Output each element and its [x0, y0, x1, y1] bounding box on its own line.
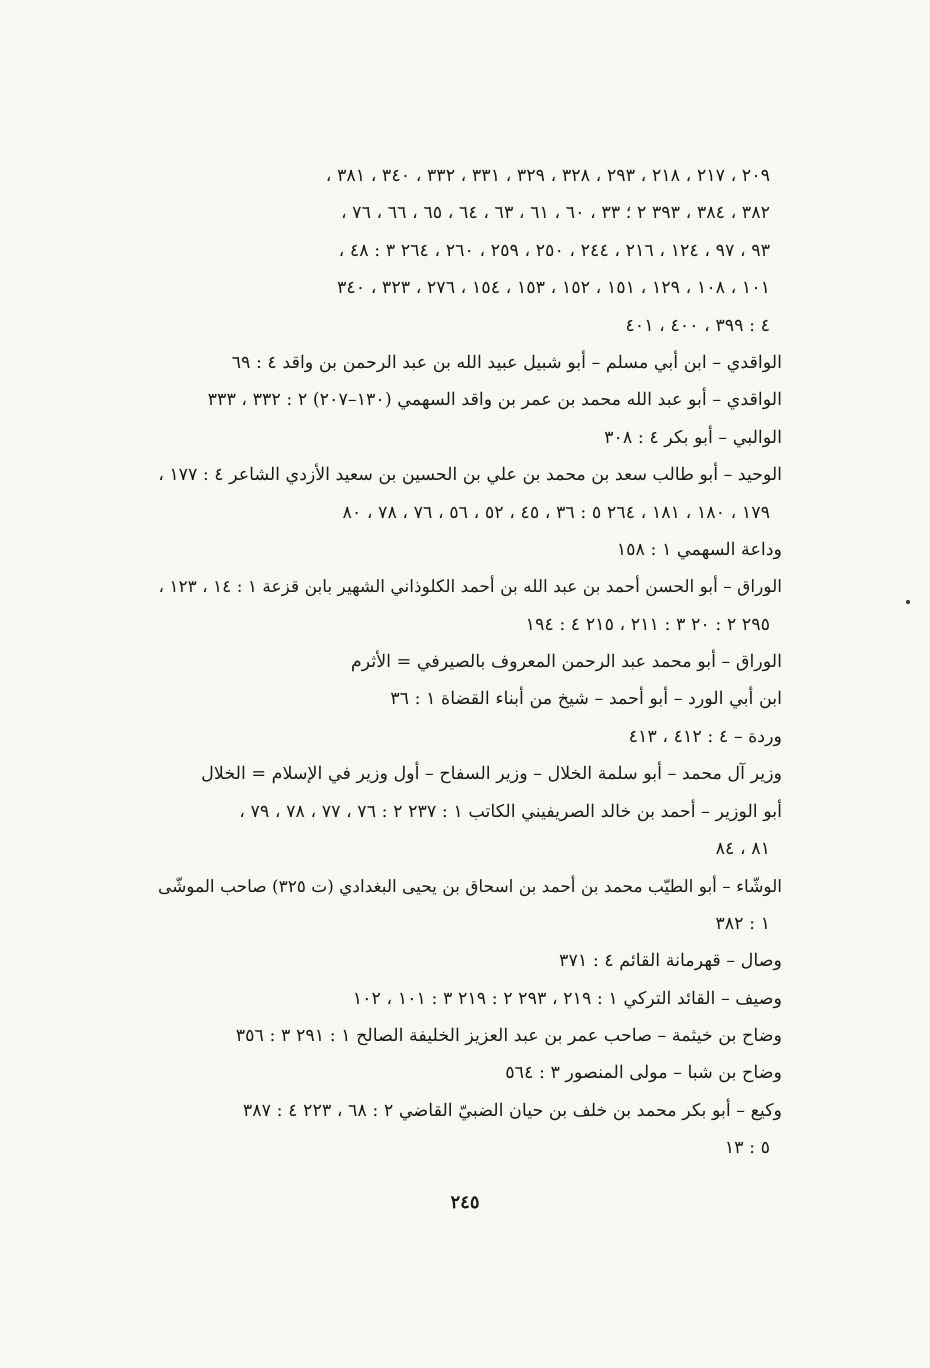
- index-entry-line: الواقدي – ابن أبي مسلم – أبو شبيل عبيد الله بن عبد الرحمن بن واقد ٤ : ٦٩: [231, 352, 782, 373]
- index-continuation-line: ١٧٩ ، ١٨٠ ، ١٨١ ، ٢٦٤ ٥ : ٣٦ ، ٤٥ ، ٥٢ ، ٥٦ ، ٧٦ ، ٧٨ ، ٨٠: [342, 502, 770, 523]
- index-text-block: [157, 158, 782, 1168]
- index-entry-line: ابن أبي الورد – أبو أحمد – شيخ من أبناء القضاة ١ : ٣٦: [390, 689, 782, 710]
- index-entry-line: وردة – ٤ : ٤١٢ ، ٤١٣: [628, 726, 782, 747]
- index-entry-line: الوحيد – أبو طالب سعد بن محمد بن علي بن الحسين بن سعيد الأزدي الشاعر ٤ : ١٧٧ ،: [158, 465, 782, 486]
- index-entry-line: الواقدي – أبو عبد الله محمد بن عمر بن واقد السهمي (١٣٠–٢٠٧) ٢ : ٣٣٢ ، ٣٣٣: [207, 390, 782, 411]
- index-entry-line: وضاح بن شبا – مولى المنصور ٣ : ٥٦٤: [505, 1063, 782, 1084]
- page-speck: [906, 600, 910, 604]
- index-entry-line: وداعة السهمي ١ : ١٥٨: [616, 539, 782, 560]
- index-entry-line: الوراق – أبو الحسن أحمد بن عبد الله بن أحمد الكلوذاني الشهير بابن قزعة ١ : ١٤ ، ١٢٣ ،: [158, 577, 782, 598]
- index-entry-line: الوراق – أبو محمد عبد الرحمن المعروف بالصيرفي = الأثرم: [350, 652, 782, 673]
- index-continuation-line: ١ : ٣٨٢: [715, 913, 770, 934]
- index-continuation-line: ٣٨٢ ، ٣٨٤ ، ٣٩٣ ٢ ؛ ٣٣ ، ٦٠ ، ٦١ ، ٦٣ ، ٦٤ ، ٦٥ ، ٦٦ ، ٧٦ ،: [340, 203, 770, 224]
- index-entry-line: الوالبي – أبو بكر ٤ : ٣٠٨: [604, 427, 782, 448]
- index-continuation-line: ٩٣ ، ٩٧ ، ١٢٤ ، ٢١٦ ، ٢٤٤ ، ٢٥٠ ، ٢٥٩ ، ٢٦٠ ، ٢٦٤ ٣ : ٤٨ ،: [338, 240, 770, 261]
- page-number: ٢٤٥: [450, 1192, 480, 1213]
- index-entry-line: وصيف – القائد التركي ١ : ٢١٩ ، ٢٩٣ ٢ : ٢١٩ ٣ : ١٠١ ، ١٠٢: [352, 988, 782, 1009]
- index-continuation-line: ٢٩٥ ٢ : ٢٠ ٣ : ٢١١ ، ٢١٥ ٤ : ١٩٤: [525, 614, 770, 635]
- index-continuation-line: ٥ : ١٣: [724, 1138, 770, 1159]
- index-entry-line: أبو الوزير – أحمد بن خالد الصريفيني الكاتب ١ : ٢٣٧ ٢ : ٧٦ ، ٧٧ ، ٧٨ ، ٧٩ ،: [239, 801, 782, 822]
- index-entry-line: وزير آل محمد – أبو سلمة الخلال – وزير السفاح – أول وزير في الإسلام = الخلال: [201, 764, 782, 785]
- index-continuation-line: ٢٠٩ ، ٢١٧ ، ٢١٨ ، ٢٩٣ ، ٣٢٨ ، ٣٢٩ ، ٣٣١ ، ٣٣٢ ، ٣٤٠ ، ٣٨١ ،: [325, 166, 770, 186]
- index-entry-line: وضاح بن خيثمة – صاحب عمر بن عبد العزيز الخليفة الصالح ١ : ٢٩١ ٣ : ٣٥٦: [235, 1025, 782, 1046]
- index-entry-line: وكيع – أبو بكر محمد بن خلف بن حيان الضبيّ القاضي ٢ : ٦٨ ، ٢٢٣ ٤ : ٣٨٧: [242, 1100, 782, 1121]
- index-continuation-line: ١٠١ ، ١٠٨ ، ١٢٩ ، ١٥١ ، ١٥٢ ، ١٥٣ ، ١٥٤ ، ٢٧٦ ، ٣٢٣ ، ٣٤٠: [336, 278, 770, 299]
- index-entry-line: الوشّاء – أبو الطيّب محمد بن أحمد بن اسحاق بن يحيى البغدادي (ت ٣٢٥) صاحب الموشّى: [157, 876, 782, 897]
- index-continuation-line: ٤ : ٣٩٩ ، ٤٠٠ ، ٤٠١: [625, 315, 770, 336]
- index-entry-line: وصال – قهرمانة القائم ٤ : ٣٧١: [559, 951, 782, 972]
- index-continuation-line: ٨١ ، ٨٤: [715, 839, 770, 860]
